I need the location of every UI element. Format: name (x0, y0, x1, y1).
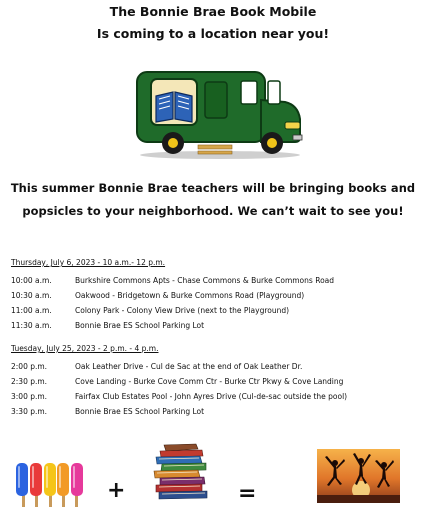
schedule-row (11, 318, 421, 333)
stop-time: 2:00 p.m. (11, 362, 48, 371)
schedule-row (11, 359, 421, 374)
schedule-row (11, 404, 421, 419)
stop-location: Cove Landing - Burke Cove Comm Ctr - Burke Ctr Pkwy & Cove Landing (75, 377, 344, 386)
schedule-row (11, 303, 421, 318)
equals-sign: = (238, 481, 257, 506)
schedule-row (11, 389, 421, 404)
bookmobile-bus-icon (135, 65, 305, 160)
stop-time: 2:30 p.m. (11, 377, 48, 386)
flyer-title: The Bonnie Brae Book Mobile (109, 4, 317, 19)
stop-time: 11:30 a.m. (11, 321, 52, 330)
book-stack-icon (150, 443, 212, 501)
stop-location: Colony Park - Colony View Drive (next to the Playground) (75, 306, 290, 315)
intro-line-1: This summer Bonnie Brae teachers will be bringing books and (10, 181, 416, 195)
stop-time: 11:00 a.m. (11, 306, 52, 315)
schedule-day-2 (11, 343, 421, 419)
intro-line-2: popsicles to your neighborhood. We can’t wait to see you! (22, 204, 404, 218)
schedule-row (11, 374, 421, 389)
plus-sign: + (107, 478, 126, 503)
stop-location: Bonnie Brae ES School Parking Lot (75, 407, 205, 416)
flyer-subtitle: Is coming to a location near you! (96, 26, 330, 41)
stop-time: 10:30 a.m. (11, 291, 52, 300)
schedule-day-1 (11, 257, 421, 333)
schedule-row (11, 273, 421, 288)
jumping-people-sunset-icon (317, 449, 400, 503)
schedule-day-heading: Tuesday, July 25, 2023 - 2 p.m. - 4 p.m. (11, 344, 159, 353)
stop-location: Burkshire Commons Apts - Chase Commons & Burke Commons Road (75, 276, 335, 285)
stop-location: Fairfax Club Estates Pool - John Ayres Drive (Cul-de-sac outside the pool) (75, 392, 348, 401)
stop-time: 3:00 p.m. (11, 392, 48, 401)
schedule-row (11, 288, 421, 303)
schedule-day-heading: Thursday, July 6, 2023 - 10 a.m.- 12 p.m. (11, 258, 166, 267)
stop-time: 3:30 p.m. (11, 407, 48, 416)
stop-location: Oakwood - Bridgetown & Burke Commons Road (Playground) (75, 291, 305, 300)
stop-time: 10:00 a.m. (11, 276, 52, 285)
stop-location: Bonnie Brae ES School Parking Lot (75, 321, 205, 330)
stop-location: Oak Leather Drive - Cul de Sac at the end of Oak Leather Dr. (75, 362, 303, 371)
popsicles-icon (13, 463, 89, 508)
